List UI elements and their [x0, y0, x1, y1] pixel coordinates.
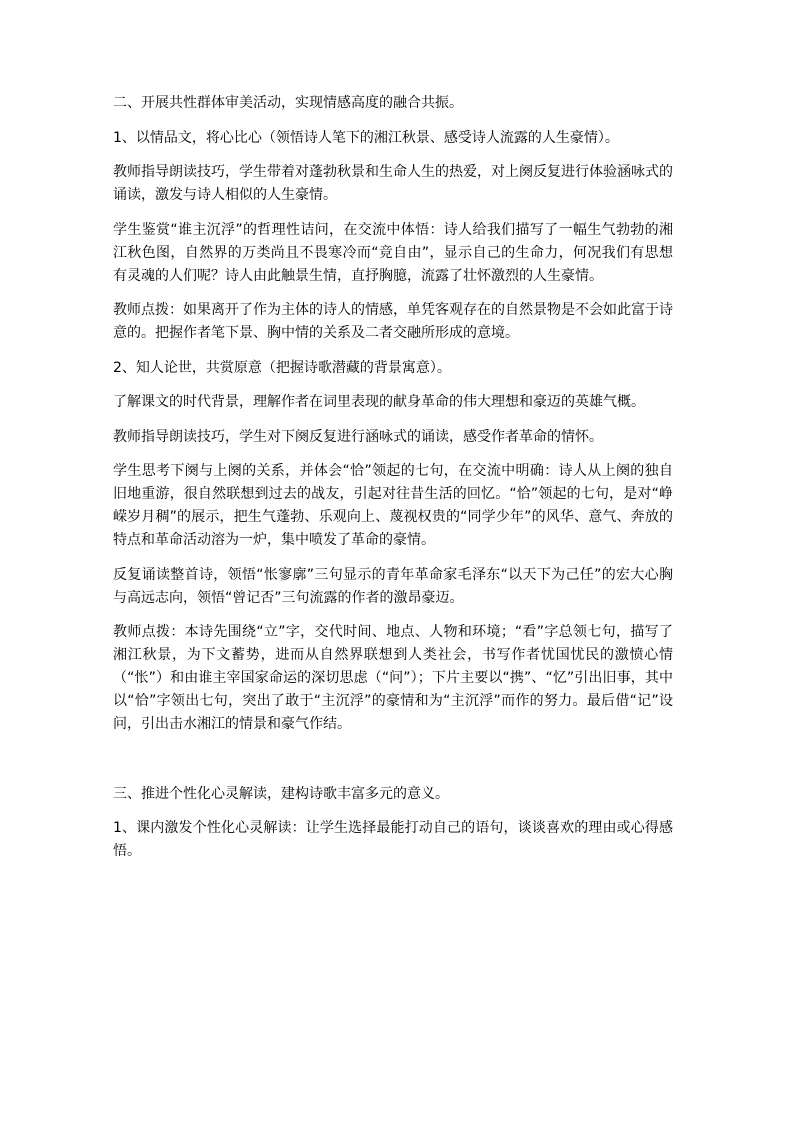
body-paragraph: 学生思考下阕与上阕的关系，并体会“恰”领起的七句，在交流中明确：诗人从上阕的独自旧地重游，很自然联想到过去的战友，引起对往昔生活的回忆。“恰”领起的七句，是对“峥嵘岁月稠”的展示，把生气蓬勃、乐观向上、蔑视权贵的“同学少年”的风华、意气、奔放的特点和革命活动溶为一炉，集中喷发了革命的豪情。 — [113, 463, 673, 548]
section-heading-3: 三、推进个性化心灵解读，建构诗歌丰富多元的意义。 — [113, 785, 449, 802]
body-paragraph: 教师指导朗读技巧，学生带着对蓬勃秋景和生命人生的热爱，对上阕反复进行体验涵咏式的诵读，激发与诗人相似的人生豪情。 — [113, 164, 673, 203]
subheading-2-1: 1、以情品文，将心比心（领悟诗人笔下的湘江秋景、感受诗人流露的人生豪情）。 — [113, 129, 619, 146]
body-paragraph: 学生鉴赏“谁主沉浮”的哲理性诘问，在交流中体悟：诗人给我们描写了一幅生气勃勃的湘江秋色图，自然界的万类尚且不畏寒冷而“竞自由”，显示自己的生命力，何况我们有思想有灵魂的人们呢？诗人由此触景生情，直抒胸臆，流露了壮怀激烈的人生豪情。 — [113, 221, 673, 284]
body-paragraph: 了解课文的时代背景，理解作者在词里表现的献身革命的伟大理想和豪迈的英雄气概。 — [113, 394, 645, 410]
subheading-2-2: 2、知人论世，共赏原意（把握诗歌潜藏的背景寓意）。 — [113, 359, 451, 376]
body-paragraph: 教师指导朗读技巧，学生对下阕反复进行涵咏式的诵读，感受作者革命的情怀。 — [113, 428, 603, 445]
body-paragraph: 教师点拨：本诗先围绕“立”字，交代时间、地点、人物和环境；“看”字总领七句，描写了湘江秋景，为下文蓄势，进而从自然界联想到人类社会，书写作者忧国忧民的激愤心情（“怅”）和由谁主宰国家命运的深切思虑（“问”）；下片主要以“携”、“忆”引出旧事，其中以“恰”字领出七句，突出了敢于“主沉浮”的豪情和为“主沉浮”而作的努力。最后借“记”设问，引出击水湘江的情景和豪气作结。 — [113, 624, 673, 732]
subheading-3-1: 1、课内激发个性化心灵解读：让学生选择最能打动自己的语句，谈谈喜欢的理由或心得感悟。 — [113, 820, 673, 859]
document-page — [113, 92, 673, 875]
body-paragraph: 教师点拨：如果离开了作为主体的诗人的情感，单凭客观存在的自然景物是不会如此富于诗意的。把握作者笔下景、胸中情的关系及二者交融所形成的意境。 — [113, 302, 673, 341]
section-heading-2: 二、开展共性群体审美活动，实现情感高度的融合共振。 — [113, 95, 463, 111]
body-paragraph: 反复诵读整首诗，领悟“怅寥廓”三句显示的青年革命家毛泽东“以天下为己任”的宏大心胸与高远志向，领悟“曾记否”三句流露的作者的激昂豪迈。 — [113, 566, 673, 606]
section-spacer — [113, 748, 673, 783]
